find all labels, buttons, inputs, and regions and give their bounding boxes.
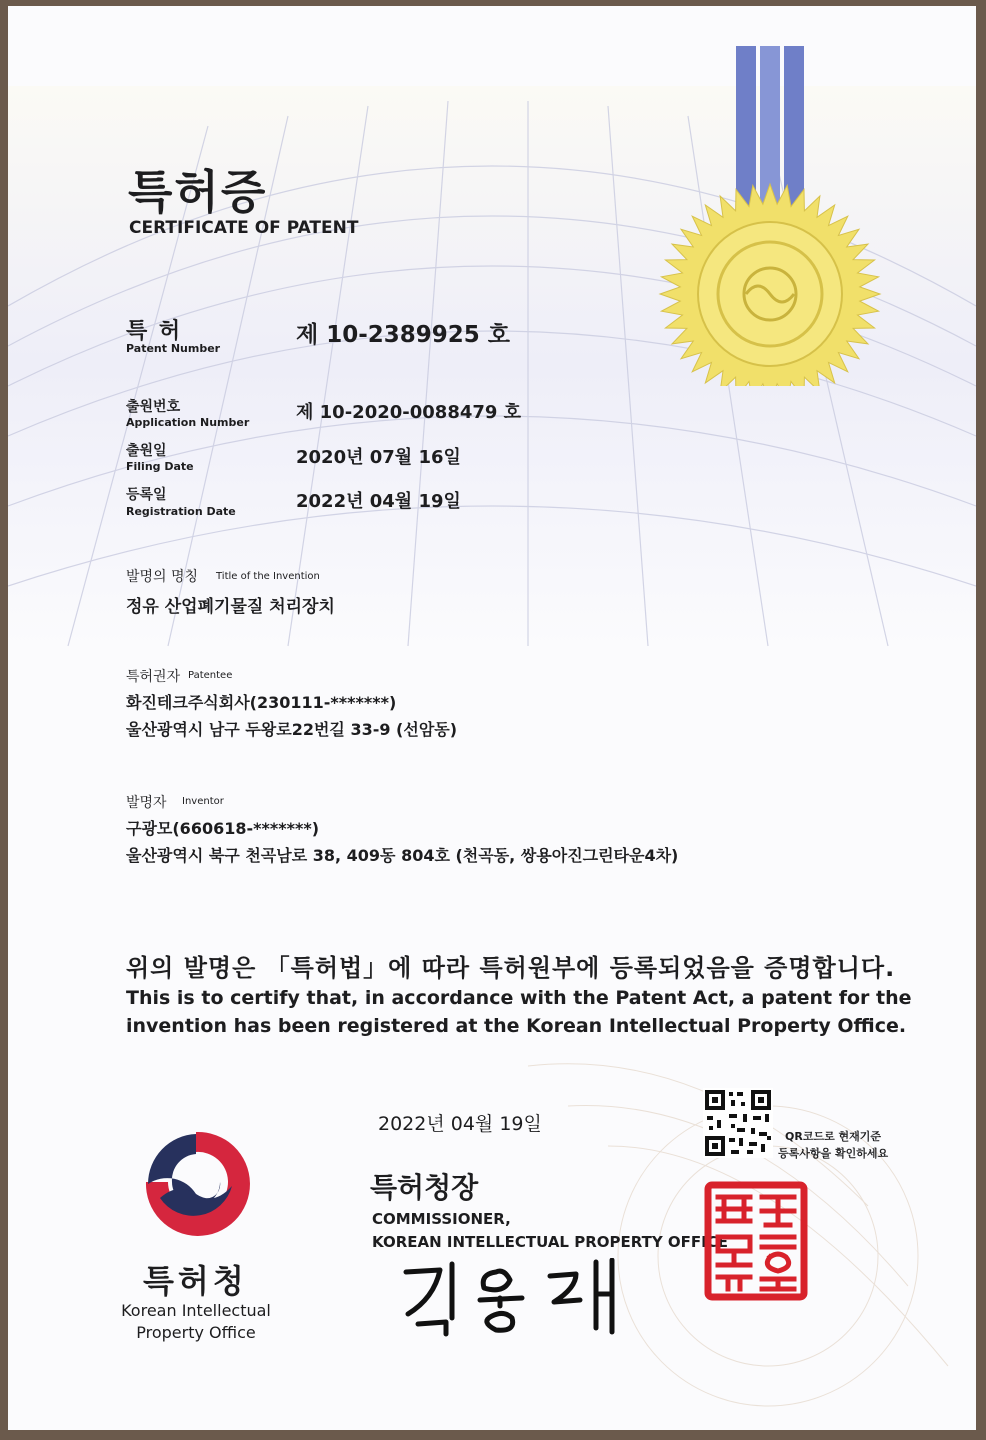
filing-date-label: 출원일 xyxy=(126,443,167,459)
registration-date-label-en: Registration Date xyxy=(126,505,236,518)
patentee-label-en: Patentee xyxy=(188,670,233,681)
certification-statement-en xyxy=(126,984,912,1040)
qr-instruction xyxy=(778,1128,888,1162)
qr-instruction-line2: 등록사항을 확인하세요 xyxy=(778,1147,889,1160)
registration-date-label: 등록일 xyxy=(126,487,167,503)
kipo-name-en-line2: Property Office xyxy=(136,1323,256,1342)
gold-seal-medal xyxy=(646,46,896,386)
certificate-title: 특허증 xyxy=(128,165,268,219)
qr-code[interactable] xyxy=(703,1088,773,1158)
patent-number-label: 특 허 xyxy=(126,319,183,344)
commissioner-title-kr: 특허청장 xyxy=(370,1171,479,1204)
official-red-stamp xyxy=(704,1181,808,1301)
patentee-label: 특허권자 xyxy=(126,669,181,685)
certification-en-line1: This is to certify that, in accordance with the Patent Act, a patent for the xyxy=(126,987,912,1009)
kipo-name-en-line1: Korean Intellectual xyxy=(121,1301,271,1320)
certification-statement-kr: 위의 발명은 「특허법」에 따라 특허원부에 등록되었음을 증명합니다. xyxy=(126,954,896,982)
patent-number-value: 제 10-2389925 호 xyxy=(296,322,511,348)
registration-date-value: 2022년 04월 19일 xyxy=(296,491,461,512)
application-number-value: 제 10-2020-0088479 호 xyxy=(296,402,522,423)
application-number-label-en: Application Number xyxy=(126,416,250,429)
filing-date-value: 2020년 07월 16일 xyxy=(296,447,461,468)
commissioner-signature xyxy=(400,1258,630,1338)
kipo-name-en xyxy=(116,1300,276,1344)
kipo-logo-icon xyxy=(138,1124,254,1244)
invention-title-label-en: Title of the Invention xyxy=(216,571,320,582)
patent-number-label-en: Patent Number xyxy=(126,342,221,355)
inventor-label: 발명자 xyxy=(126,795,167,811)
filing-date-label-en: Filing Date xyxy=(126,460,194,473)
kipo-name-kr: 특허청 xyxy=(143,1262,248,1300)
issue-date: 2022년 04월 19일 xyxy=(378,1113,542,1135)
invention-title-value: 정유 산업폐기물질 처리장치 xyxy=(126,597,335,617)
invention-title-label: 발명의 명칭 xyxy=(126,569,199,585)
patentee-name: 화진테크주식회사(230111-*******) xyxy=(126,693,397,712)
certificate-title-en: CERTIFICATE OF PATENT xyxy=(129,218,359,238)
certification-en-line2: invention has been registered at the Korean Intellectual Property Office. xyxy=(126,1015,907,1037)
application-number-label: 출원번호 xyxy=(126,399,181,415)
commissioner-en-line2: KOREAN INTELLECTUAL PROPERTY OFFICE xyxy=(372,1233,729,1251)
qr-instruction-line1: QR코드로 현재기준 xyxy=(785,1130,882,1143)
commissioner-title-en xyxy=(372,1208,728,1254)
certificate-page xyxy=(8,6,976,1430)
inventor-name: 구광모(660618-*******) xyxy=(126,819,320,838)
inventor-address: 울산광역시 북구 천곡남로 38, 409동 804호 (천곡동, 쌍용아진그린타운4차) xyxy=(126,846,679,865)
commissioner-en-line1: COMMISSIONER, xyxy=(372,1210,511,1228)
inventor-label-en: Inventor xyxy=(182,796,224,807)
patentee-address: 울산광역시 남구 두왕로22번길 33-9 (선암동) xyxy=(126,720,458,739)
